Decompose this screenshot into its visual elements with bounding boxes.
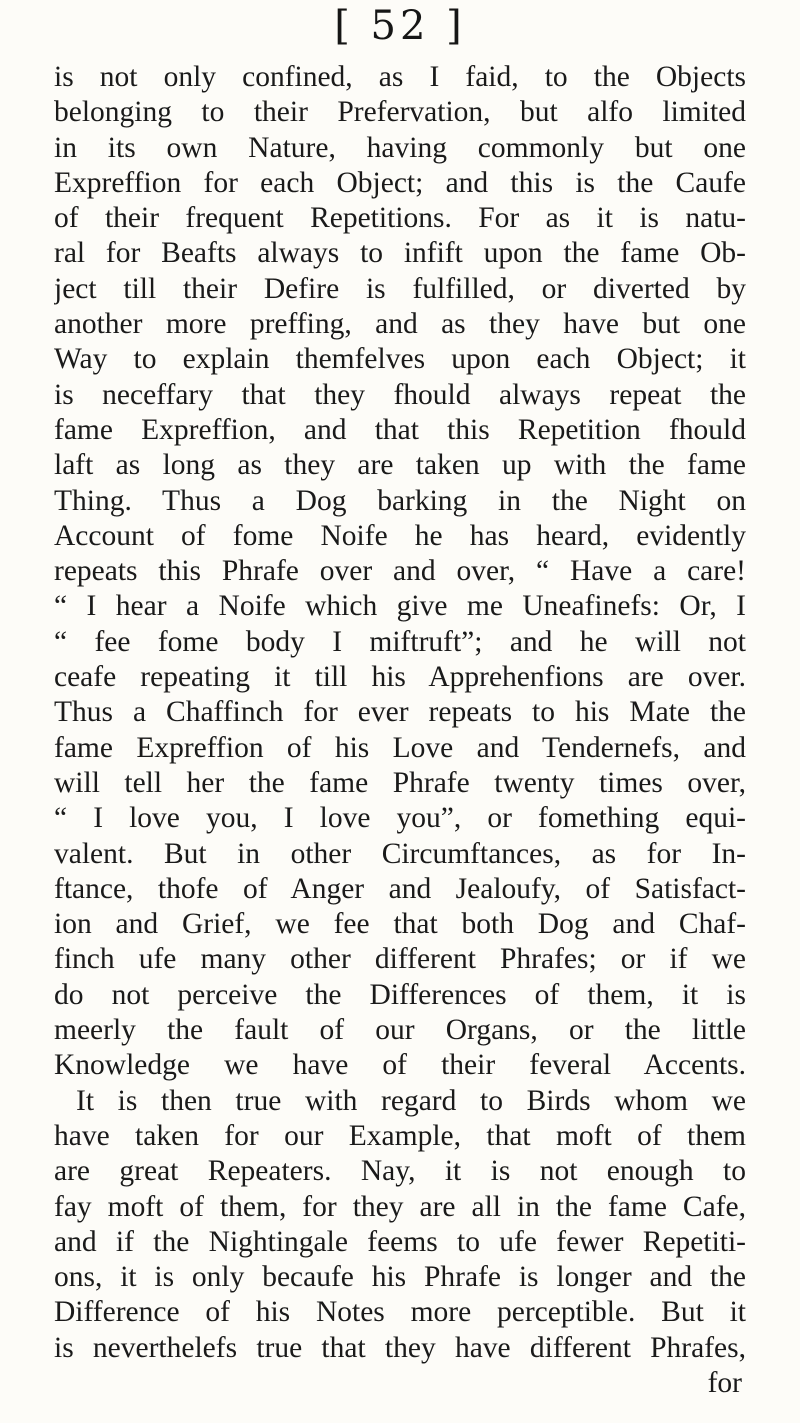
text-line: ftance, thofe of Anger and Jealoufy, of Satisfact- (54, 872, 746, 905)
text-line: “ fee fome body I miftruft”; and he will not (54, 625, 746, 658)
text-line: fame Expreffion of his Love and Tendernefs, and (54, 731, 746, 764)
text-line: another more preffing, and as they have but one (54, 308, 746, 341)
text-line: ceafe repeating it till his Apprehenfions are over. (54, 661, 746, 694)
text-line: Knowledge we have of their feveral Accents. (54, 1049, 746, 1082)
text-line: belonging to their Prefervation, but alfo limited (54, 96, 746, 129)
text-line: meerly the fault of our Organs, or the little (54, 1014, 746, 1047)
text-line: valent. But in other Circumftances, as for In- (54, 837, 746, 870)
page-number: [ 52 ] (334, 3, 466, 49)
text-line: Thing. Thus a Dog barking in the Night on (54, 484, 746, 517)
text-line: are great Repeaters. Nay, it is not enough to (54, 1155, 746, 1188)
text-line: do not perceive the Differences of them, it is (54, 978, 746, 1011)
text-line: It is then true with regard to Birds whom we (76, 1084, 746, 1117)
catchword: for (707, 1366, 742, 1399)
text-line: is neverthelefs true that they have different Phrafes, (54, 1331, 746, 1364)
text-line: in its own Nature, having commonly but one (54, 131, 746, 164)
text-line: will tell her the fame Phrafe twenty times over, (54, 766, 746, 799)
text-line: and if the Nightingale feems to ufe fewer Repetiti- (54, 1225, 746, 1258)
text-line: Difference of his Notes more perceptible. But it (54, 1296, 746, 1329)
text-line: “ I hear a Noife which give me Uneafinefs: Or, I (54, 590, 746, 623)
text-line: ion and Grief, we fee that both Dog and Chaf- (54, 908, 746, 941)
text-line: laft as long as they are taken up with the fame (54, 449, 746, 482)
text-line: have taken for our Example, that moft of them (54, 1119, 746, 1152)
text-line: Account of fome Noife he has heard, evidently (54, 519, 746, 552)
text-line: Thus a Chaffinch for ever repeats to his Mate the (54, 696, 746, 729)
text-line: ject till their Defire is fulfilled, or diverted by (54, 272, 746, 305)
text-line: of their frequent Repetitions. For as it is natu- (54, 202, 746, 235)
text-line: ral for Beafts always to infift upon the fame Ob- (54, 237, 746, 270)
text-line: fay moft of them, for they are all in the fame Cafe, (54, 1190, 746, 1223)
body-text (54, 60, 746, 1401)
text-line: “ I love you, I love you”, or fomething equi- (54, 802, 746, 835)
text-line: is not only confined, as I faid, to the Objects (54, 61, 746, 93)
text-line: Expreffion for each Object; and this is the Caufe (54, 166, 746, 199)
text-line: ons, it is only becaufe his Phrafe is longer and the (54, 1261, 746, 1294)
text-line: fame Expreffion, and that this Repetition fhould (54, 413, 746, 446)
text-line: is neceffary that they fhould always repeat the (54, 378, 746, 411)
text-line: repeats this Phrafe over and over, “ Have a care! (54, 555, 746, 588)
text-line: Way to explain themfelves upon each Object; it (54, 343, 746, 376)
text-line: finch ufe many other different Phrafes; or if we (54, 943, 746, 976)
